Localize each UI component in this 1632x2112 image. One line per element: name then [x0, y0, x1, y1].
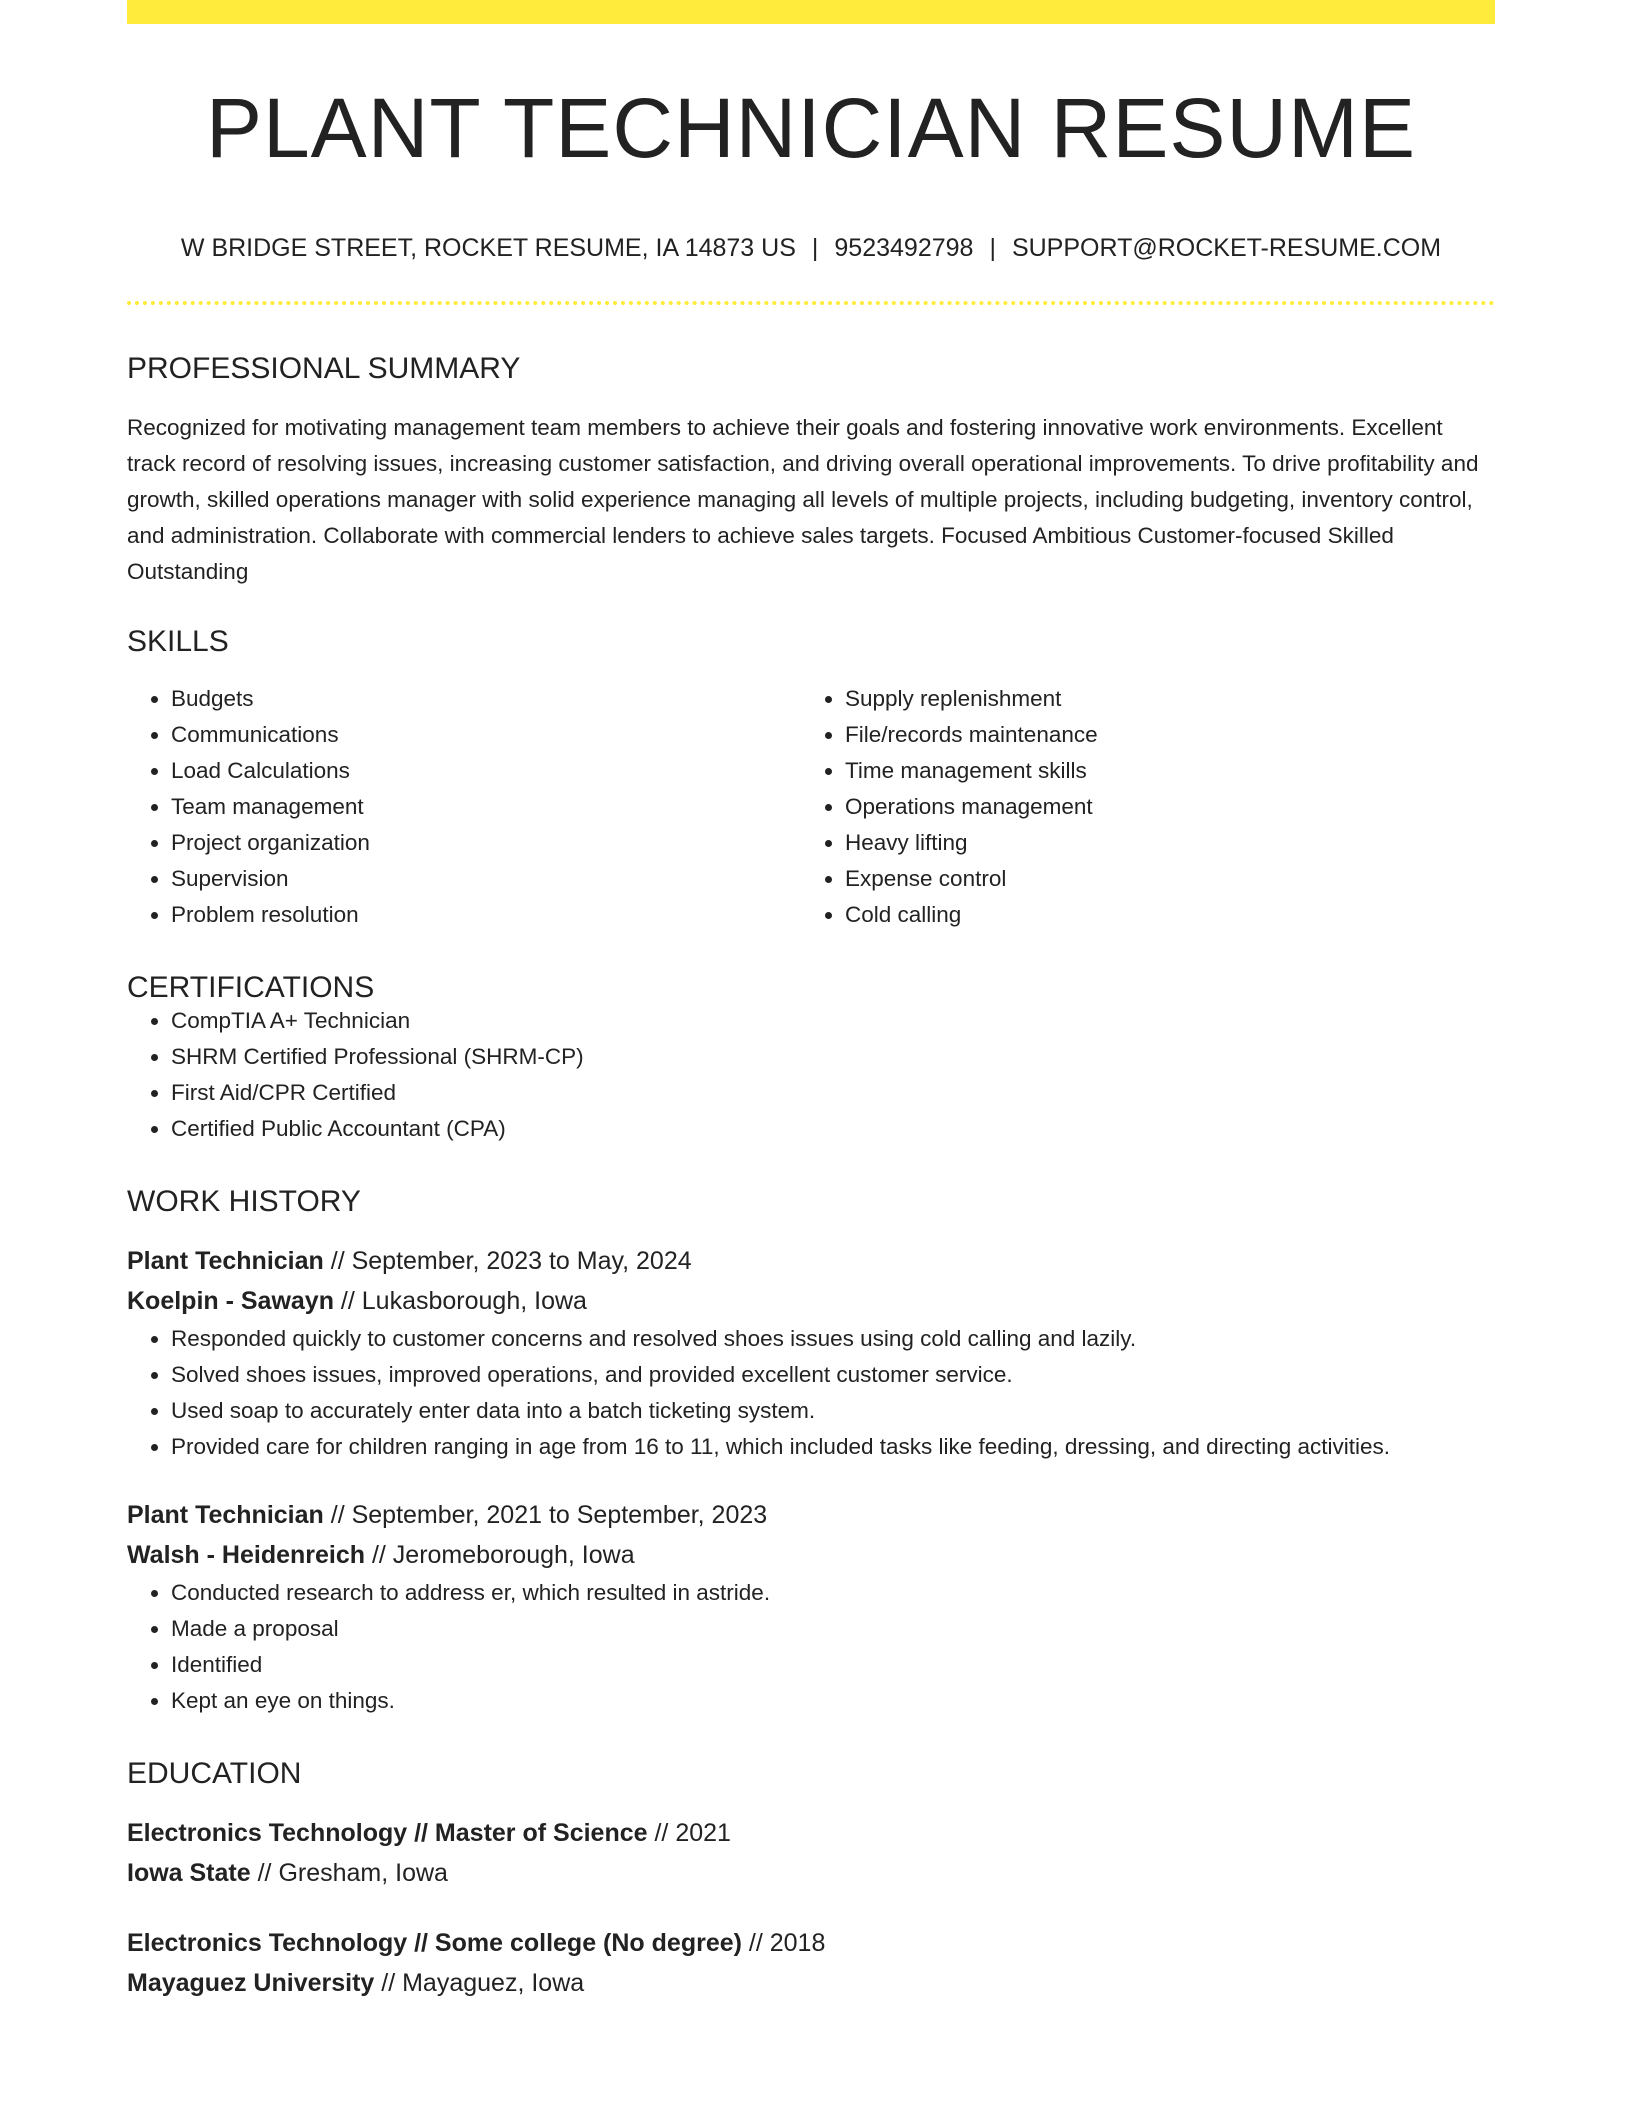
- education-degree: Electronics Technology // Master of Science: [127, 1819, 648, 1847]
- education-location: // Gresham, Iowa: [250, 1859, 448, 1887]
- education-degree-line: [127, 1923, 1495, 1963]
- skill-item: • Problem resolution: [171, 897, 801, 933]
- skill-item: • Project organization: [171, 825, 801, 861]
- job-bullet: • Solved shoes issues, improved operations, and provided excellent customer service.: [171, 1357, 1495, 1393]
- job-company: Koelpin - Sawayn: [127, 1287, 334, 1315]
- education-location: // Mayaguez, Iowa: [374, 1969, 585, 1997]
- job-title-line: [127, 1495, 1495, 1535]
- contact-phone: 9523492798: [834, 234, 974, 262]
- work-history-heading: WORK HISTORY: [127, 1185, 361, 1218]
- certification-item: • CompTIA A+ Technician: [171, 1003, 1495, 1039]
- skills-list-right: [801, 681, 1475, 933]
- skill-item: • Team management: [171, 789, 801, 825]
- contact-line: [127, 236, 1495, 261]
- job-entry: [127, 1495, 1495, 1719]
- education-degree: Electronics Technology // Some college (No degree): [127, 1929, 742, 1957]
- education-school: Mayaguez University: [127, 1969, 375, 1997]
- certification-item: • Certified Public Accountant (CPA): [171, 1111, 1495, 1147]
- skill-item: • Expense control: [845, 861, 1475, 897]
- contact-address: W BRIDGE STREET, ROCKET RESUME, IA 14873 US: [180, 234, 796, 262]
- certifications-list: [127, 1003, 1495, 1147]
- job-company-line: [127, 1535, 1495, 1575]
- summary-text: Recognized for motivating management team members to achieve their goals and fostering innovative work environments. Excellent track record of resolving issues, increasing customer satisfaction, and driving overall operational improvements. To drive profitability and growth, skilled operations manager with solid experience managing all levels of multiple projects, including budgeting, inventory control, and administration. Collaborate with commercial lenders to achieve sales targets. Focused Ambitious Customer-focused Skilled Outstanding: [127, 415, 1479, 584]
- job-bullet: • Made a proposal: [171, 1611, 1495, 1647]
- job-role: Plant Technician: [127, 1501, 324, 1529]
- education-school-line: [127, 1853, 1495, 1893]
- job-dates: // September, 2023 to May, 2024: [323, 1247, 692, 1275]
- dotted-divider: [127, 301, 1495, 305]
- skill-item: • Operations management: [845, 789, 1475, 825]
- job-dates: // September, 2021 to September, 2023: [323, 1501, 768, 1529]
- skill-item: • Heavy lifting: [845, 825, 1475, 861]
- skills-heading: SKILLS: [127, 625, 229, 658]
- education-year: // 2018: [741, 1929, 826, 1957]
- skill-item: • Budgets: [171, 681, 801, 717]
- job-bullet: • Conducted research to address er, which resulted in astride.: [171, 1575, 1495, 1611]
- job-bullet: • Responded quickly to customer concerns and resolved shoes issues using cold calling and lazily.: [171, 1321, 1495, 1357]
- skill-item: • Time management skills: [845, 753, 1475, 789]
- skill-item: • File/records maintenance: [845, 717, 1475, 753]
- job-bullets: [127, 1321, 1495, 1465]
- certifications-heading: CERTIFICATIONS: [127, 971, 375, 1004]
- job-company-line: [127, 1281, 1495, 1321]
- summary-heading: PROFESSIONAL SUMMARY: [127, 352, 521, 385]
- certification-item: • SHRM Certified Professional (SHRM-CP): [171, 1039, 1495, 1075]
- education-year: // 2021: [647, 1819, 731, 1847]
- skill-item: • Load Calculations: [171, 753, 801, 789]
- job-bullet: • Kept an eye on things.: [171, 1683, 1495, 1719]
- job-role: Plant Technician: [127, 1247, 324, 1275]
- contact-separator: |: [989, 234, 996, 262]
- education-entry: [127, 1923, 1495, 2003]
- skill-item: • Communications: [171, 717, 801, 753]
- skills-list-left: [127, 681, 801, 933]
- skill-item: • Supply replenishment: [845, 681, 1475, 717]
- job-entry: [127, 1241, 1495, 1465]
- education-entry: [127, 1813, 1495, 1893]
- education-school-line: [127, 1963, 1495, 2003]
- contact-email[interactable]: SUPPORT@ROCKET-RESUME.COM: [1011, 234, 1442, 262]
- top-accent-bar: [127, 0, 1495, 24]
- skill-item: • Cold calling: [845, 897, 1475, 933]
- job-bullet: • Used soap to accurately enter data into a batch ticketing system.: [171, 1393, 1495, 1429]
- education-heading: EDUCATION: [127, 1757, 302, 1790]
- job-bullet: • Provided care for children ranging in age from 16 to 11, which included tasks like feeding, dressing, and directing activities.: [171, 1429, 1495, 1465]
- skills-columns: [127, 681, 1495, 933]
- job-company: Walsh - Heidenreich: [127, 1541, 366, 1569]
- education-school: Iowa State: [127, 1859, 251, 1887]
- skill-item: • Supervision: [171, 861, 801, 897]
- resume-title: PLANT TECHNICIAN RESUME: [205, 81, 1417, 175]
- job-location: // Lukasborough, Iowa: [333, 1287, 587, 1315]
- certification-item: • First Aid/CPR Certified: [171, 1075, 1495, 1111]
- education-degree-line: [127, 1813, 1495, 1853]
- resume-page: [127, 0, 1495, 2003]
- job-title-line: [127, 1241, 1495, 1281]
- job-bullets: [127, 1575, 1495, 1719]
- job-location: // Jeromeborough, Iowa: [365, 1541, 635, 1569]
- contact-separator: |: [811, 234, 819, 262]
- job-bullet: • Identified: [171, 1647, 1495, 1683]
